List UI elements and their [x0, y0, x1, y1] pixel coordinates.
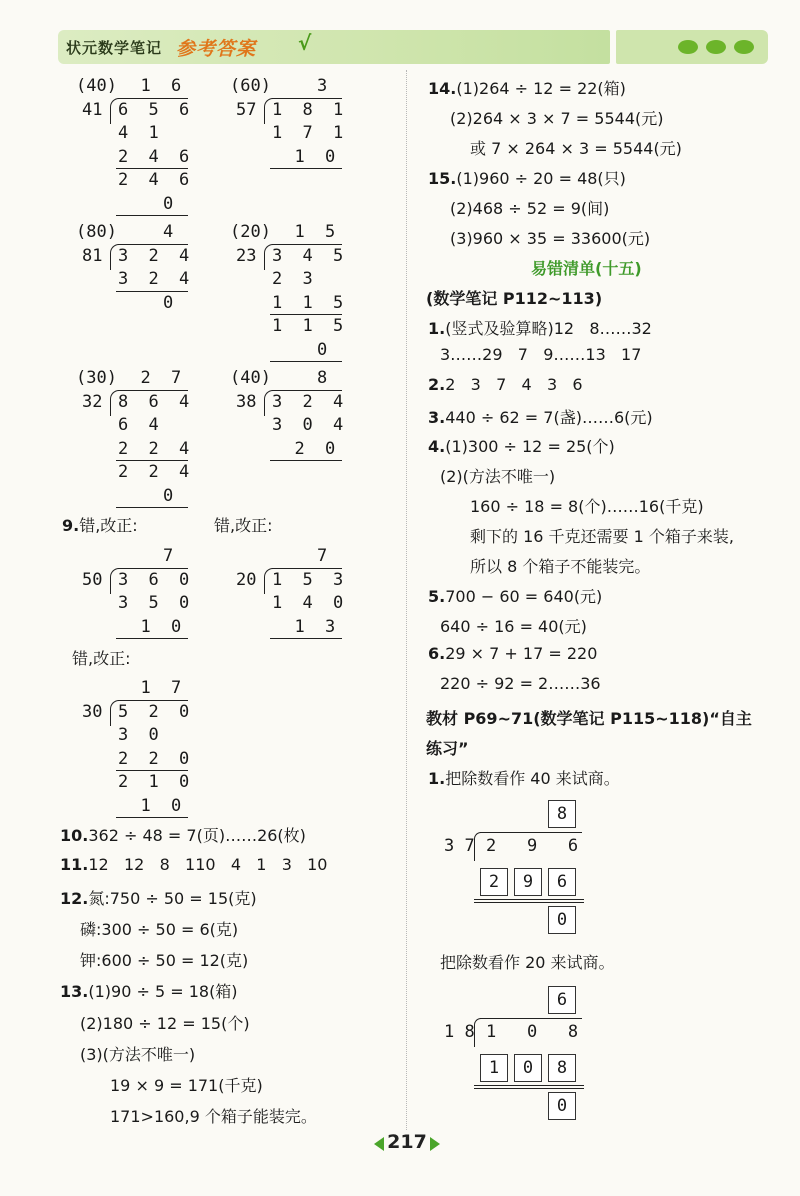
section-title: 易错清单(十五) [531, 259, 642, 278]
quotient: 1 5 [294, 222, 341, 242]
p2-bracket [474, 1018, 481, 1047]
division-line [270, 314, 342, 315]
e4-line-e: 所以 8 个箱子不能装完。 [470, 557, 651, 576]
p2-line: 把除数看作 20 来试商。 [440, 953, 615, 972]
division-top-line [272, 98, 342, 99]
division-step: 1 4 0 [272, 593, 349, 613]
e1-line: 1.(竖式及验算略)12 8……32 [428, 319, 652, 338]
division-top-line [272, 390, 342, 391]
q13-line-d: 19 × 9 = 171(千克) [110, 1076, 263, 1095]
division-top-line [118, 390, 188, 391]
division-line [116, 460, 188, 461]
division-step: 6 4 [118, 415, 164, 435]
division-step: 2 0 [294, 438, 341, 459]
p1-product-box-1: 2 [480, 868, 508, 896]
dividend: 8 6 4 [118, 391, 195, 412]
p2-product-box-3: 8 [548, 1054, 576, 1082]
trial-divisor-hint: (60) [230, 76, 271, 96]
division-step: 1 0 [294, 146, 341, 167]
dividend: 3 6 0 [118, 569, 195, 590]
dividend: 3 4 5 [272, 245, 349, 266]
division-line [116, 817, 188, 818]
division-step: 1 1 5 [272, 316, 349, 336]
division-line [116, 215, 188, 216]
p1-top-line [480, 832, 582, 833]
decor-dot-icon [734, 40, 754, 54]
p2-quotient-box: 6 [548, 986, 576, 1014]
e6-line-b: 220 ÷ 92 = 2……36 [440, 674, 601, 693]
page-number: 217 [387, 1131, 427, 1153]
quotient: 4 [163, 222, 179, 242]
divisor: 81 [82, 245, 103, 266]
dividend: 5 2 0 [118, 701, 195, 722]
division-step: 2 3 [272, 269, 318, 289]
divisor: 20 [236, 569, 257, 590]
reference-note-2: 教材 P69~71(数学笔记 P115~118)“自主 [426, 709, 752, 728]
q13-line-e: 171>160,9 个箱子能装完。 [110, 1107, 317, 1126]
division-step: 2 4 6 [118, 146, 195, 167]
division-step: 2 2 4 [118, 462, 195, 482]
divisor: 32 [82, 391, 103, 412]
divisor: 50 [82, 569, 103, 590]
q14-line-c: 或 7 × 264 × 3 = 5544(元) [470, 139, 682, 158]
division-line [270, 168, 342, 169]
q10-line: 10.362 ÷ 48 = 7(页)……26(枚) [60, 826, 306, 845]
division-step: 0 [163, 292, 179, 313]
division-top-line [272, 568, 342, 569]
p2-remainder-box: 0 [548, 1092, 576, 1120]
check-icon: √ [298, 31, 312, 55]
trial-divisor-hint: (20) [230, 222, 271, 242]
e1-line-b: 3……29 7 9……13 17 [440, 345, 642, 364]
divisor: 57 [236, 99, 257, 120]
p1-remainder-box: 0 [548, 906, 576, 934]
header-subtitle: 参考答案 [176, 38, 257, 60]
divisor: 23 [236, 245, 257, 266]
q13-line: 13.(1)90 ÷ 5 = 18(箱) [60, 982, 238, 1001]
division-line [116, 638, 188, 639]
column-divider [406, 70, 407, 1130]
division-step: 0 [163, 485, 179, 506]
division-top-line [118, 568, 188, 569]
trial-divisor-hint: (40) [230, 368, 271, 388]
division-step: 1 0 [140, 795, 187, 816]
quotient: 1 7 [140, 678, 187, 698]
p1-dividend: 2 9 6 [486, 836, 579, 856]
q15-line-b: (2)468 ÷ 52 = 9(间) [450, 199, 610, 218]
division-step: 3 0 [118, 725, 164, 745]
q14-line: 14.(1)264 ÷ 12 = 22(箱) [428, 79, 626, 98]
p1-product-box-2: 9 [514, 868, 542, 896]
header-decoration [616, 30, 768, 64]
division-top-line [118, 700, 188, 701]
q12-line-c: 钾:600 ÷ 50 = 12(克) [80, 951, 249, 970]
division-step: 4 1 [118, 123, 164, 143]
header-bar [58, 30, 610, 64]
p2-top-line [480, 1018, 582, 1019]
dividend: 6 5 6 [118, 99, 195, 120]
division-step: 0 [163, 193, 179, 214]
division-step: 1 3 [294, 616, 341, 637]
q14-line-b: (2)264 × 3 × 7 = 5544(元) [450, 109, 664, 128]
q12-line-b: 磷:300 ÷ 50 = 6(克) [80, 920, 239, 939]
q15-line-c: (3)960 × 35 = 33600(元) [450, 229, 651, 248]
p1-line: 1.把除数看作 40 来试商。 [428, 769, 620, 788]
division-step: 3 2 4 [118, 269, 195, 289]
quotient: 2 7 [140, 368, 187, 388]
decor-dot-icon [678, 40, 698, 54]
e5-line: 5.700 − 60 = 640(元) [428, 587, 603, 606]
division-line [116, 507, 188, 508]
e4-line-b: (2)(方法不唯一) [440, 467, 556, 486]
p1-quotient-box: 8 [548, 800, 576, 828]
division-step: 2 1 0 [118, 772, 195, 792]
p2-product-line [474, 1085, 584, 1086]
division-step: 1 1 5 [272, 292, 349, 313]
p1-product-line-2 [474, 902, 584, 903]
division-top-line [272, 244, 342, 245]
p2-dividend: 1 0 8 [486, 1022, 579, 1042]
decor-dot-icon [706, 40, 726, 54]
reference-note: (数学笔记 P112~113) [426, 289, 603, 308]
division-line [116, 770, 188, 771]
reference-note-2b: 练习” [426, 739, 469, 758]
p2-divisor: 1 8 [444, 1022, 475, 1042]
e6-line: 6.29 × 7 + 17 = 220 [428, 644, 598, 663]
q12-line: 12.氮:750 ÷ 50 = 15(克) [60, 889, 257, 908]
trial-divisor-hint: (30) [76, 368, 117, 388]
dividend: 1 5 3 [272, 569, 349, 590]
p1-divisor: 3 7 [444, 836, 475, 856]
p2-product-box-2: 0 [514, 1054, 542, 1082]
quotient: 1 6 [140, 76, 187, 96]
e4-line-d: 剩下的 16 千克还需要 1 个箱子来装, [470, 527, 734, 546]
division-line [116, 291, 188, 292]
division-step: 1 7 1 [272, 123, 349, 143]
division-step: 2 4 6 [118, 170, 195, 190]
division-top-line [118, 98, 188, 99]
e4-line-c: 160 ÷ 18 = 8(个)……16(千克) [470, 497, 704, 516]
divisor: 30 [82, 701, 103, 722]
quotient: 7 [317, 546, 333, 566]
dividend: 1 8 1 [272, 99, 349, 120]
p1-product-box-3: 6 [548, 868, 576, 896]
trial-divisor-hint: (40) [76, 76, 117, 96]
quotient: 8 [317, 368, 333, 388]
e4-line: 4.(1)300 ÷ 12 = 25(个) [428, 437, 615, 456]
e2-line: 2.2 3 7 4 3 6 [428, 375, 583, 394]
trial-divisor-hint: (80) [76, 222, 117, 242]
division-top-line [118, 244, 188, 245]
p1-product-line [474, 899, 584, 900]
quotient: 7 [163, 546, 179, 566]
divisor: 38 [236, 391, 257, 412]
q15-line: 15.(1)960 ÷ 20 = 48(只) [428, 169, 626, 188]
division-step: 0 [317, 339, 333, 360]
q13-line-b: (2)180 ÷ 12 = 15(个) [80, 1014, 250, 1033]
division-step: 1 0 [140, 616, 187, 637]
p2-product-box-1: 1 [480, 1054, 508, 1082]
header-title: 状元数学笔记 [66, 39, 163, 57]
e3-line: 3.440 ÷ 62 = 7(盏)……6(元) [428, 408, 653, 427]
division-step: 2 2 4 [118, 438, 195, 459]
division-step: 3 0 4 [272, 415, 349, 435]
division-line [270, 638, 342, 639]
q9-label: 9.错,改正: [62, 516, 138, 535]
division-step: 2 2 0 [118, 748, 195, 769]
p2-product-line-2 [474, 1088, 584, 1089]
dividend: 3 2 4 [118, 245, 195, 266]
q11-line: 11.12 12 8 110 4 1 3 10 [60, 855, 328, 874]
division-step: 3 5 0 [118, 593, 195, 613]
division-line [270, 460, 342, 461]
division-line [270, 361, 342, 362]
quotient: 3 [317, 76, 333, 96]
p1-bracket [474, 832, 481, 861]
e5-line-b: 640 ÷ 16 = 40(元) [440, 617, 587, 636]
dividend: 3 2 4 [272, 391, 349, 412]
q9-label-b: 错,改正: [214, 516, 273, 535]
division-line [116, 168, 188, 169]
next-page-icon [430, 1137, 440, 1151]
q9-label-c: 错,改正: [72, 649, 131, 668]
divisor: 41 [82, 99, 103, 120]
q13-line-c: (3)(方法不唯一) [80, 1045, 196, 1064]
